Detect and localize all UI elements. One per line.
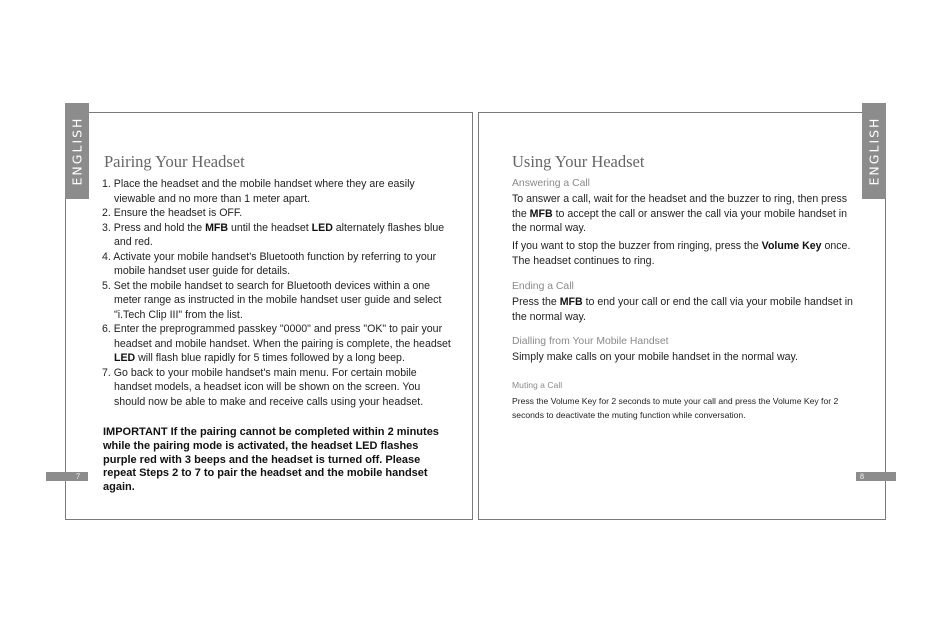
- paragraph-muting: Press the Volume Key for 2 seconds to mute your call and press the Volume Key for 2 seconds to deactivate the muting function while conversation.: [512, 396, 839, 420]
- page-title: Using Your Headset: [512, 152, 645, 171]
- section-heading-dialling: Dialling from Your Mobile Handset: [512, 336, 669, 347]
- language-tab-label: ENGLISH: [866, 116, 882, 186]
- step-item: 6. Enter the preprogrammed passkey "0000" and press "OK" to pair your headset and mobile handset. When the pairing is complete, the headset LED will flash blue rapidly for 5 times followed by a long beep.: [102, 323, 451, 364]
- paragraph-answering: To answer a call, wait for the headset and the buzzer to ring, then press the MFB to accept the call or answer the call via your mobile handset in the normal way.: [512, 193, 848, 234]
- step-item: 4. Activate your mobile handset's Bluetooth function by referring to your mobile handset user guide for details.: [102, 250, 437, 277]
- step-item: 7. Go back to your mobile handset's main menu. For certain mobile handset models, a headset icon will be shown on the screen. You should now be able to make and receive calls using your headset.: [102, 366, 424, 408]
- section-heading-ending: Ending a Call: [512, 281, 574, 292]
- language-tab-label: ENGLISH: [69, 116, 85, 186]
- pairing-steps: [102, 177, 452, 409]
- page-number-right: 8: [856, 472, 896, 481]
- section-heading-answering: Answering a Call: [512, 178, 590, 189]
- page-number-left: 7: [46, 472, 88, 481]
- paragraph-dialling: Simply make calls on your mobile handset in the normal way.: [512, 351, 798, 363]
- section-heading-muting: Muting a Call: [512, 380, 563, 390]
- language-tab-right: [862, 103, 886, 199]
- page-title: Pairing Your Headset: [104, 152, 245, 171]
- step-item: 5. Set the mobile handset to search for Bluetooth devices within a one meter range as instructed in the mobile handset user guide and select "i.Tech Clip III" from the list.: [102, 279, 442, 321]
- important-note: IMPORTANT If the pairing cannot be completed within 2 minutes while the pairing mode is activated, the headset LED flashes purple red with 3 beeps and the headset is turned off. Please repeat Steps 2 to 7 to pair the headset and the mobile handset again.: [103, 426, 439, 494]
- step-item: 2. Ensure the headset is OFF.: [102, 207, 243, 219]
- step-item: 1. Place the headset and the mobile handset where they are easily viewable and no more than 1 meter apart.: [102, 178, 415, 205]
- step-item: 3. Press and hold the MFB until the headset LED alternately flashes blue and red.: [102, 221, 445, 248]
- paragraph-ending: Press the MFB to end your call or end the call via your mobile handset in the normal way.: [512, 296, 853, 323]
- language-tab-left: [65, 103, 89, 199]
- paragraph-buzzer: If you want to stop the buzzer from ringing, press the Volume Key once. The headset continues to ring.: [512, 240, 851, 267]
